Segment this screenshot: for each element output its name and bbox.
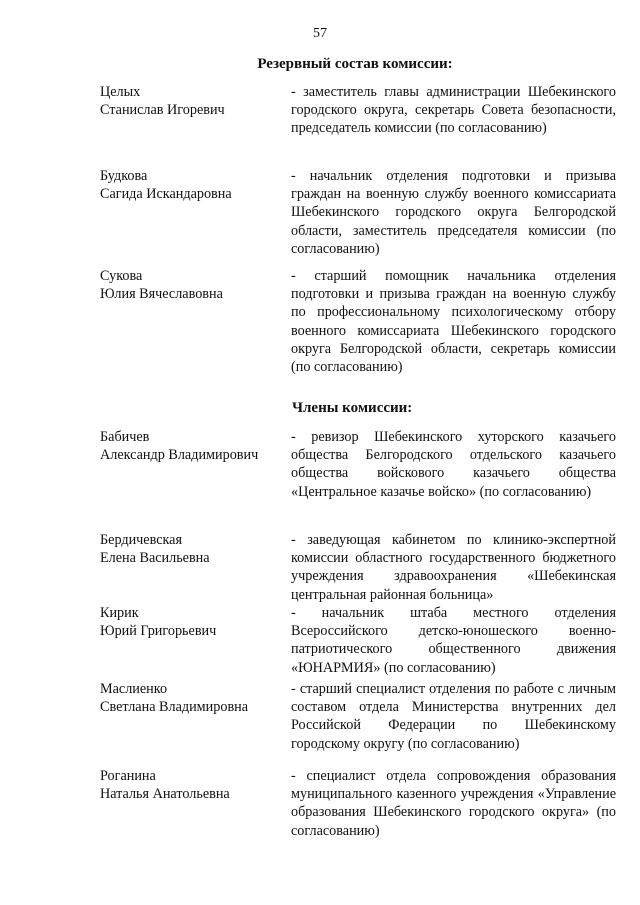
person-name (100, 767, 280, 803)
person-name (100, 167, 280, 203)
given-names: Елена Васильевна (100, 550, 210, 567)
surname: Бабичев (100, 429, 150, 445)
position-description: - начальник отделения подготовки и призыва граждан на военную службу военного комиссариата Шебекинского городского округа Белгородской области, заместитель председателя комиссии (по согласованию) (291, 168, 616, 257)
surname: Бердичевская (100, 532, 183, 548)
surname: Кирик (100, 605, 139, 621)
person-name (100, 267, 280, 303)
person-name (100, 531, 280, 567)
position-description: - начальник штаба местного отделения Всероссийского детско-юношеского военно-патриотического общественного движения «ЮНАРМИЯ» (по согласованию) (291, 605, 616, 676)
position-description: - ревизор Шебекинского хуторского казачьего общества Белгородского отдельского казачьего общества войскового казачьего общества «Центральное казачье войско» (по согласованию) (291, 429, 616, 500)
surname: Будкова (100, 168, 148, 184)
position-description: - заместитель главы администрации Шебекинского городского округа, секретарь Совета безопасности, председатель комиссии (по согласованию) (291, 84, 616, 137)
page-number: 57 (313, 26, 327, 41)
given-names: Светлана Владимировна (100, 699, 249, 716)
position-description: - заведующая кабинетом по клинико-экспертной комиссии областного государственного бюджетного учреждения здравоохранения «Шебекинская центральная районная больница» (291, 532, 616, 603)
position-description: - старший специалист отделения по работе с личным составом отдела Министерства внутренних дел Российской Федерации по Шебекинскому городскому округу (по согласованию) (291, 681, 616, 752)
surname: Роганина (100, 768, 156, 784)
given-names: Сагида Искандаровна (100, 186, 232, 203)
position-description: - специалист отдела сопровождения образования муниципального казенного учреждения «Управление образования Шебекинского городского округа» (по согласованию) (291, 768, 616, 839)
reserve-section-title: Резервный состав комиссии: (257, 56, 453, 72)
position-description: - старший помощник начальника отделения подготовки и призыва граждан на военную службу по профессиональному психологическому отбору военного комиссариата Шебекинского городского округа Белгородской области, секретарь комиссии (по согласованию) (291, 268, 616, 376)
given-names: Юрий Григорьевич (100, 623, 217, 640)
members-section-title: Члены комиссии: (292, 400, 413, 416)
given-names: Александр Владимирович (100, 447, 259, 464)
person-name (100, 428, 280, 464)
person-name (100, 604, 280, 640)
surname: Маслиенко (100, 681, 168, 697)
given-names: Станислав Игоревич (100, 102, 225, 119)
person-name (100, 83, 280, 119)
given-names: Наталья Анатольевна (100, 786, 230, 803)
surname: Сукова (100, 268, 143, 284)
surname: Целых (100, 84, 141, 100)
given-names: Юлия Вячеславовна (100, 286, 223, 303)
person-name (100, 680, 280, 716)
